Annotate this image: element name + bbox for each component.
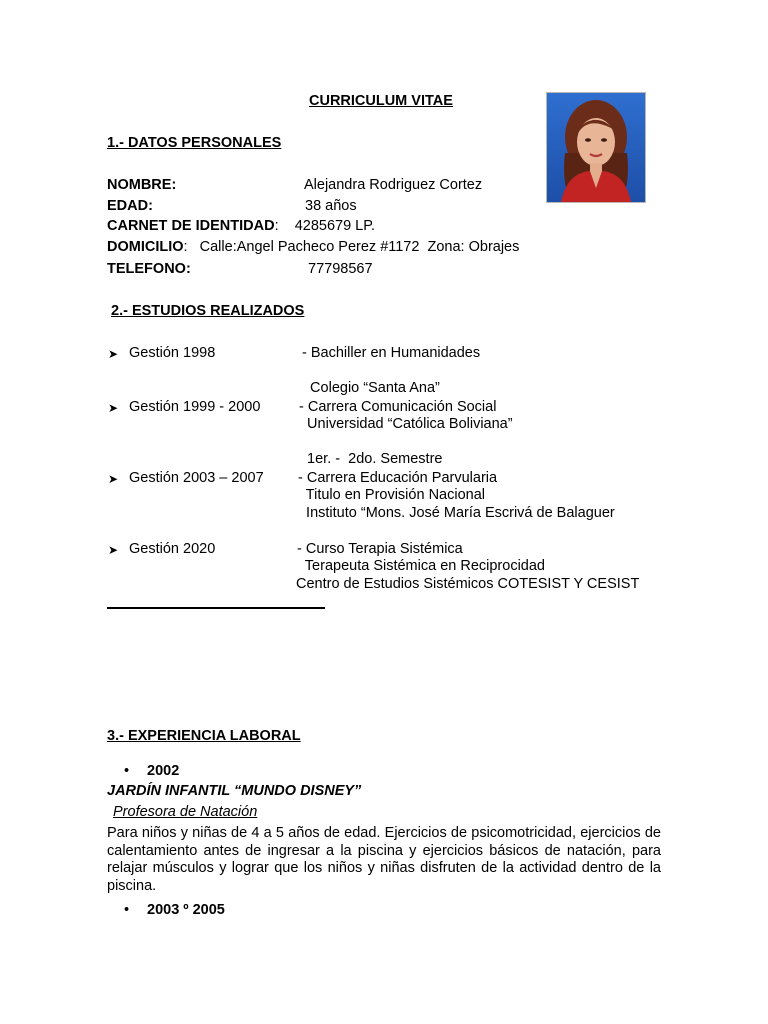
nombre-label: NOMBRE:: [107, 177, 177, 193]
nombre-value: Alejandra Rodriguez Cortez: [304, 177, 483, 193]
study-line: Instituto “Mons. José María Escrivá de Balaguer: [298, 505, 615, 521]
horizontal-rule: [107, 607, 325, 609]
study-line: - Carrera Educación Parvularia: [298, 470, 498, 486]
study-line: 1er. - 2do. Semestre: [299, 451, 443, 467]
section-heading-studies: 2.- ESTUDIOS REALIZADOS: [111, 303, 305, 319]
study-year: Gestión 1999 - 2000: [129, 399, 261, 415]
domicilio-label: DOMICILIO: [107, 239, 184, 255]
experience-org: JARDÍN INFANTIL “MUNDO DISNEY”: [107, 783, 362, 799]
domicilio-value: : Calle:Angel Pacheco Perez #1172 Zona: Obrajes: [183, 239, 520, 255]
carnet-label: CARNET DE IDENTIDAD: [107, 218, 275, 234]
study-line: Titulo en Provisión Nacional: [298, 487, 485, 503]
study-line: Colegio “Santa Ana”: [302, 380, 440, 396]
study-line: - Carrera Comunicación Social: [299, 399, 497, 415]
portrait-photo-icon: [547, 93, 645, 202]
round-bullet-icon: •: [124, 902, 130, 918]
arrowhead-bullet-icon: ➤: [108, 472, 119, 486]
carnet-row: [107, 217, 375, 235]
experience-year: 2002: [147, 763, 180, 779]
experience-year: 2003 º 2005: [147, 902, 225, 918]
telefono-label: TELEFONO:: [107, 261, 191, 277]
section-heading-personal: 1.- DATOS PERSONALES: [107, 135, 282, 151]
experience-description: Para niños y niñas de 4 a 5 años de edad. Ejercicios de psicomotricidad, ejercicios de calentamiento antes de ingresar a la piscina y ejercicios básicos de natación, para relajar músculos y lograr que los niños y niñas disfruten de la actividad dentro de la piscina.: [107, 825, 661, 894]
study-line: Universidad “Católica Boliviana”: [299, 416, 513, 432]
edad-label: EDAD:: [107, 198, 153, 214]
study-year: Gestión 2003 – 2007: [129, 470, 264, 486]
study-year: Gestión 2020: [129, 541, 216, 557]
arrowhead-bullet-icon: ➤: [108, 401, 119, 415]
section-heading-experience: 3.- EXPERIENCIA LABORAL: [107, 728, 301, 744]
portrait-photo: [546, 92, 646, 203]
arrowhead-bullet-icon: ➤: [108, 543, 119, 557]
edad-value: 38 años: [305, 198, 357, 214]
domicilio-row: [107, 238, 519, 256]
study-line: Terapeuta Sistémica en Reciprocidad: [297, 558, 545, 574]
study-line: - Curso Terapia Sistémica: [297, 541, 463, 557]
page-title: CURRICULUM VITAE: [309, 93, 453, 109]
round-bullet-icon: •: [124, 763, 130, 779]
study-line: - Bachiller en Humanidades: [302, 345, 481, 361]
study-line: Centro de Estudios Sistémicos COTESIST Y CESIST: [296, 576, 640, 592]
telefono-value: 77798567: [308, 261, 373, 277]
experience-role: Profesora de Natación: [113, 804, 258, 820]
study-year: Gestión 1998: [129, 345, 216, 361]
arrowhead-bullet-icon: ➤: [108, 347, 119, 361]
carnet-value: : 4285679 LP.: [274, 218, 376, 234]
